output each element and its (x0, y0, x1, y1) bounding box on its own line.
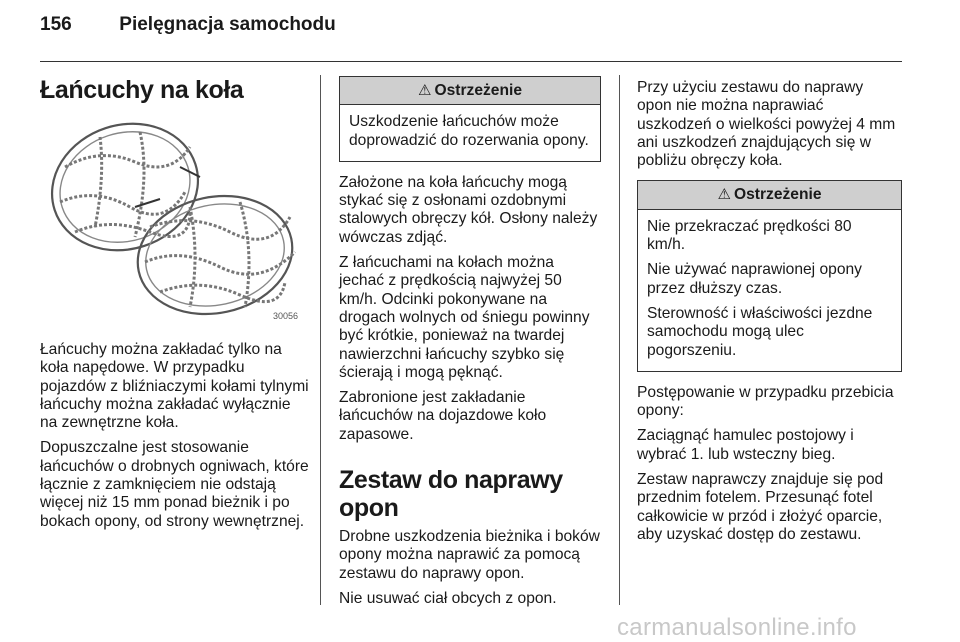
chains-image (40, 107, 302, 325)
paragraph: Postępowanie w przypadku przebicia opony: (637, 383, 894, 420)
paragraph: Z łańcuchami na kołach można jechać z prędkością najwyżej 50 km/h. Odcinki pokonywane na drogach wolnych od śniegu powinny być krótkie, ponieważ na twardej nawierzchni łańcuchy szybko się ścierają i mogą pęknąć. (339, 254, 590, 381)
paragraph: Drobne uszkodzenia bieżnika i boków opony można naprawić za pomocą zestawu do naprawy opon. (339, 528, 600, 582)
warning-box (637, 180, 902, 371)
warning-title: Ostrzeżenie (733, 186, 822, 204)
section-heading-snow-chains: Łańcuchy na koła (40, 76, 244, 104)
paragraph: Zabronione jest zakładanie łańcuchów na dojazdowe koło zapasowe. (339, 389, 547, 443)
column-2 (339, 76, 601, 615)
paragraph: Łańcuchy można zakładać tylko na koła napędowe. W przypadku pojazdów z bliźniaczymi kołami tylnymi łańcuchy można zakładać wyłącznie na zewnętrzne koła. (40, 341, 309, 432)
paragraph: Przy użyciu zestawu do naprawy opon nie można naprawiać uszkodzeń o wielkości powyżej 4 mm ani uszkodzeń znajdujących się w pobliżu obręczy koła. (637, 79, 896, 170)
warning-box (339, 76, 601, 162)
warning-triangle-icon: ⚠ (717, 186, 731, 204)
warning-text: Nie przekraczać prędkości 80 km/h. (647, 217, 852, 254)
paragraph: Zestaw naprawczy znajduje się pod przednim fotelem. Przesunąć fotel całkowicie w przód i złożyć oparcie, aby uzyskać dostęp do zestawu. (637, 471, 884, 543)
warning-header (638, 181, 901, 209)
warning-header (340, 77, 600, 105)
warning-text: Sterowność i właściwości jezdne samochodu mogą ulec pogorszeniu. (647, 304, 873, 359)
paragraph: Zaciągnąć hamulec postojowy i wybrać 1. lub wsteczny bieg. (637, 427, 854, 463)
warning-text: Uszkodzenie łańcuchów może doprowadzić do rozerwania opony. (349, 113, 589, 149)
column-3 (637, 79, 902, 551)
column-1-text (40, 341, 310, 538)
page-header (40, 14, 336, 36)
snow-chains-illustration (40, 107, 302, 325)
paragraph: Nie usuwać ciał obcych z opon. (339, 589, 557, 607)
page-number: 156 (40, 14, 72, 35)
warning-title: Ostrzeżenie (434, 82, 522, 99)
paragraph: Założone na koła łańcuchy mogą stykać się z osłonami ozdobnymi stalowych obręczy kół. Osłony należy wówczas zdjąć. (339, 173, 598, 246)
figure-id: 30056 (272, 311, 298, 321)
paragraph: Dopuszczalne jest stosowanie łańcuchów o drobnych ogniwach, które łącznie z zamknięciem nie odstają więcej niż 15 mm ponad bieżnik i po bokach opony, od strony wewnętrznej. (40, 439, 309, 530)
warning-text: Nie używać naprawionej opony przez dłuższy czas. (647, 261, 862, 297)
section-title: Pielęgnacja samochodu (119, 14, 336, 35)
watermark: carmanualsonline.info (617, 614, 857, 641)
column-divider-1 (320, 75, 321, 605)
warning-triangle-icon: ⚠ (418, 82, 432, 99)
warning-body (340, 105, 600, 161)
column-divider-2 (619, 75, 620, 605)
section-heading-tyre-repair-kit: Zestaw do naprawy opon (339, 466, 563, 523)
warning-body (638, 210, 901, 371)
header-rule (40, 61, 902, 62)
